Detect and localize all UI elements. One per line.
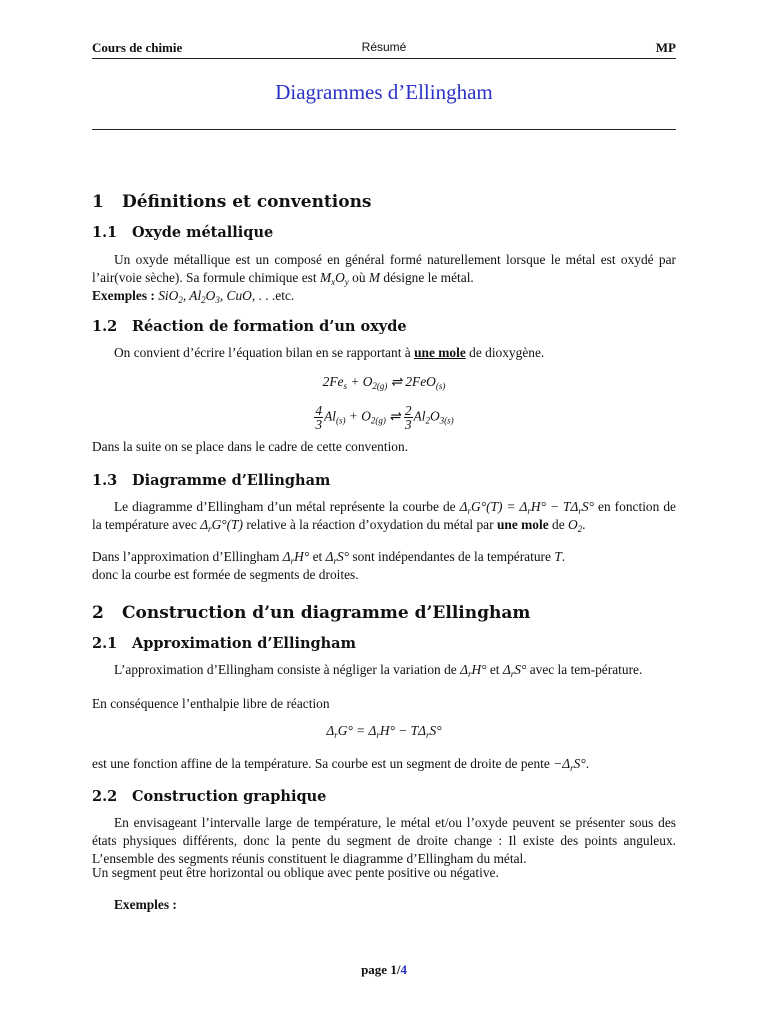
subsection-2-1-heading: [92, 635, 676, 653]
emphasis-one-mole: une mole: [414, 345, 466, 360]
equation-gibbs: $\Delta_rG^\circ = \Delta_rH^\circ - T\Delta_rS^\circ$: [326, 723, 442, 740]
math-t: T: [554, 549, 562, 564]
math-o2: $O_2$: [568, 517, 583, 534]
math-delta-s-2: $\Delta_rS^\circ$: [502, 662, 527, 679]
paragraph-approx: Dans l’approximation d’Ellingham $\Delta_rH^\circ$ et $\Delta_rS^\circ$ sont indépendantes de la température T.: [92, 549, 566, 566]
subsection-1-1-heading: [92, 224, 676, 242]
math-slope: $-\Delta_rS^\circ$: [553, 756, 586, 773]
convention-text-end: de dioxygène.: [469, 345, 545, 360]
def-text-de: de: [552, 517, 565, 532]
fraction-two-thirds: [404, 404, 413, 431]
section-title: Définitions et conventions: [122, 192, 372, 212]
title-rule: [92, 129, 676, 130]
subsection-1-3-heading: [92, 472, 676, 490]
page-total-link[interactable]: 4: [400, 962, 407, 977]
metal-symbol: M: [368, 270, 381, 285]
header-rule: [92, 58, 676, 59]
subsection-title: Diagramme d’Ellingham: [132, 472, 331, 489]
page-footer: [92, 962, 676, 978]
paragraph-oxyde: [92, 251, 676, 287]
paragraph-ellingham-def: Le diagramme d’Ellingham d’un métal représente la courbe de $\Delta_rG^\circ(T) = \Delta_rH^\circ - T\Delta_rS^\circ$ en fonction de la température avec $\Delta_rG^\circ(T)$ relative à la réaction d’oxydation du métal par une mole de $O_2$.: [92, 499, 676, 534]
subsection-title: Construction graphique: [132, 788, 327, 805]
equation-iron: $2Fe_s + O_{2(g)}$ ⇌ 2FeO$_{(s)}$: [322, 374, 446, 391]
approximation-text-end: avec la tem-pérature.: [529, 662, 643, 677]
def-text: Le diagramme d’Ellingham d’un métal représente la courbe de: [114, 499, 456, 514]
oxyde-text-mid: où: [352, 270, 366, 285]
running-header: [92, 40, 676, 56]
affine-text: est une fonction affine de la température. Sa courbe est un segment de droite de pente: [92, 756, 550, 771]
math-delta-h-2: $\Delta_rH^\circ$: [460, 662, 487, 679]
paragraph-approximation: [92, 661, 676, 679]
paragraph-enthalpie: En conséquence l’enthalpie libre de réaction: [92, 696, 330, 711]
oxyde-text: Un oxyde métallique est un composé en général formé naturellement lorsque le métal est oxydé par l’air(voie sèche). Sa formule chimique est: [92, 252, 676, 285]
subsection-number: 1.1: [92, 224, 118, 241]
header-summary: Résumé: [361, 40, 407, 54]
def-text-mid: en fonction de la température avec: [92, 499, 676, 532]
subsection-number: 2.1: [92, 635, 118, 652]
header-class: MP: [655, 40, 676, 55]
oxyde-text-end: désigne le métal.: [383, 270, 474, 285]
examples-label: Exemples :: [92, 288, 155, 303]
denominator: 3: [404, 417, 412, 432]
emphasis-one-mole-2: une mole: [496, 517, 549, 532]
section-number: 2: [92, 603, 104, 623]
approximation-et: et: [489, 662, 500, 677]
def-text-mid2: relative à la réaction d’oxydation du métal par: [246, 517, 494, 532]
paragraph-construction: En envisageant l’intervalle large de température, le métal et/ou l’oxyde peuvent se présenter sous des états physiques différents, donc la pente du segment de droite change : Il existe des points anguleux. L’ensemble des segments réunis constituent le diagramme d’Ellingham du métal.: [92, 815, 676, 866]
page-label: page 1/: [361, 962, 401, 977]
numerator: 4: [315, 403, 323, 418]
subsection-title: Approximation d’Ellingham: [132, 635, 356, 652]
paragraph-affine: est une fonction affine de la température. Sa courbe est un segment de droite de pente $-\Delta_rS^\circ$.: [92, 756, 590, 773]
subsection-2-2-heading: [92, 788, 676, 806]
subsection-number: 1.3: [92, 472, 118, 489]
header-course: Cours de chimie: [92, 40, 183, 55]
subsection-1-2-heading: [92, 318, 676, 336]
subsection-number: 2.2: [92, 788, 118, 805]
approx-text: Dans l’approximation d’Ellingham: [92, 549, 280, 564]
paragraph-segments: donc la courbe est formée de segments de droites.: [92, 567, 359, 582]
equation-aluminium: $\frac{4}{3}$ $Al_{(s)} + O_{2(g)}$ ⇌ $\frac{2}{3}$ $Al_2O_{3(s)}$: [315, 403, 454, 432]
section-1-heading: [92, 192, 676, 212]
fraction-four-thirds: [314, 404, 323, 431]
subsection-title: Oxyde métallique: [132, 224, 274, 241]
paragraph-convention: [92, 344, 676, 362]
subsection-number: 1.2: [92, 318, 118, 335]
examples-line: [92, 287, 676, 305]
examples-etc: , . . .etc.: [251, 288, 295, 303]
paragraph-segment-types: Un segment peut être horizontal ou oblique avec pente positive ou négative.: [92, 865, 499, 880]
section-title: Construction d’un diagramme d’Ellingham: [122, 603, 531, 623]
approx-text-end: sont indépendantes de la température: [352, 549, 551, 564]
convention-text: On convient d’écrire l’équation bilan en se rapportant à: [114, 345, 411, 360]
section-2-heading: [92, 603, 676, 623]
math-delta-h: $\Delta_rH^\circ$: [282, 549, 310, 566]
math-delta-g: $\Delta_rG^\circ(T) = \Delta_rH^\circ - T\Delta_rS^\circ$: [459, 499, 594, 516]
document-title: Diagrammes d’Ellingham: [275, 80, 493, 104]
math-delta-s: $\Delta_rS^\circ$: [325, 549, 350, 566]
examples-label-2: Exemples :: [114, 897, 177, 912]
section-number: 1: [92, 192, 104, 212]
example-formulas: SiO$_2$, $Al_2O_3$, CuO: [158, 288, 252, 305]
subsection-title: Réaction de formation d’un oxyde: [132, 318, 407, 335]
denominator: 3: [315, 417, 323, 432]
approx-et: et: [312, 549, 323, 564]
numerator: 2: [404, 403, 412, 418]
approximation-text: L’approximation d’Ellingham consiste à négliger la variation de: [114, 662, 457, 677]
math-delta-g-t: $\Delta_rG^\circ(T)$: [200, 517, 243, 534]
formula-mxoy: $M_xO_y$: [319, 270, 349, 287]
convention-note: Dans la suite on se place dans le cadre de cette convention.: [92, 439, 409, 454]
